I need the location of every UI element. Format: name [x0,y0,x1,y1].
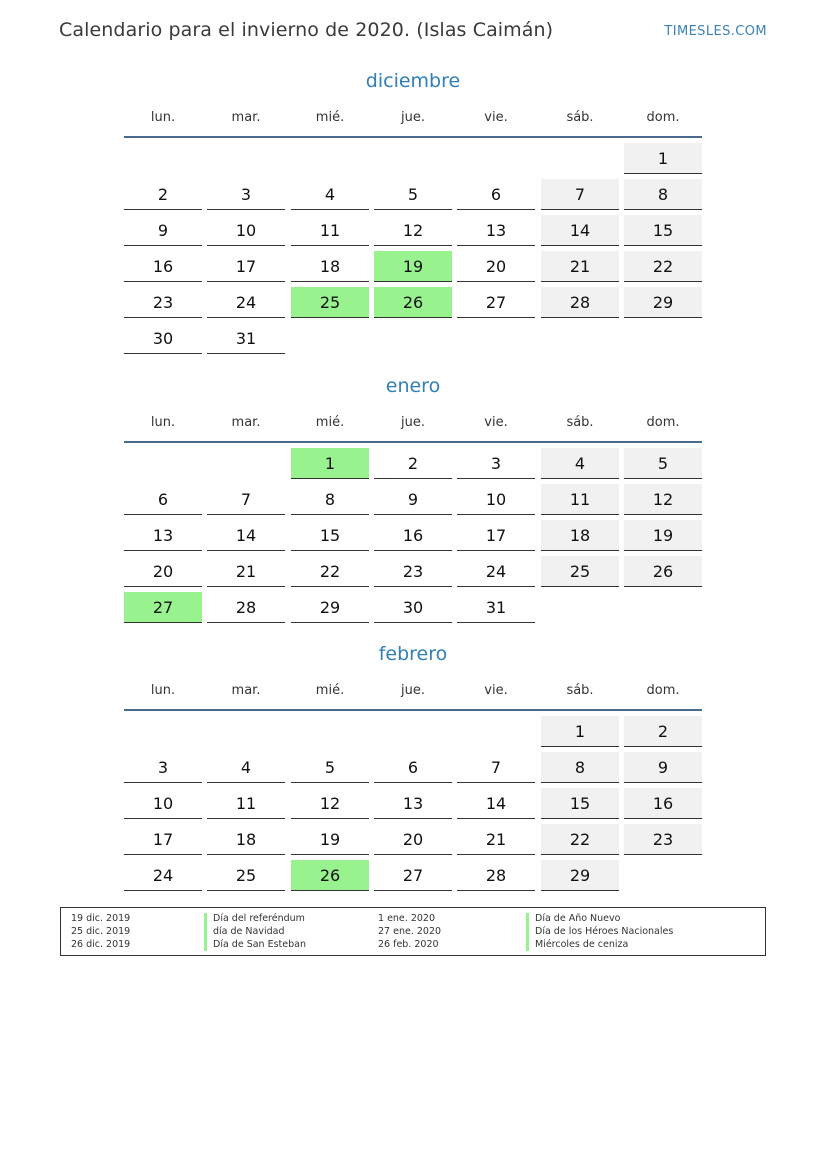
day-cell: 15 [541,788,619,819]
day-cell: 21 [541,251,619,282]
day-cell: 12 [624,484,702,515]
weekday-label: jue. [401,683,425,698]
weekday-header [124,683,702,703]
day-cell: 10 [457,484,535,515]
legend-right-dates [378,913,441,951]
day-cell: 9 [374,484,452,515]
legend-left-names [204,913,306,951]
day-cell: 26 [291,860,369,891]
day-cell: 17 [207,251,285,282]
day-cell: 26 [374,287,452,318]
day-cell: 30 [124,323,202,354]
day-cell: 28 [457,860,535,891]
legend-holiday-name: Día de los Héroes Nacionales [526,926,673,939]
day-cell: 20 [124,556,202,587]
day-cell: 7 [207,484,285,515]
weekday-label: mar. [231,683,261,698]
brand-link[interactable]: TIMESLES.COM [664,24,767,39]
day-cell: 22 [541,824,619,855]
day-cell: 1 [291,448,369,479]
day-cell: 8 [624,179,702,210]
day-cell: 13 [457,215,535,246]
weekday-label: lun. [150,110,176,125]
day-cell: 6 [124,484,202,515]
day-cell: 11 [207,788,285,819]
day-cell: 31 [207,323,285,354]
day-cell: 4 [291,179,369,210]
day-cell: 25 [291,287,369,318]
day-cell: 29 [541,860,619,891]
weekday-label: vie. [484,415,508,430]
day-cell: 3 [207,179,285,210]
day-cell: 11 [541,484,619,515]
legend-date: 25 dic. 2019 [71,925,131,937]
day-cell: 28 [541,287,619,318]
day-cell: 23 [374,556,452,587]
day-cell: 28 [207,592,285,623]
day-cell: 27 [374,860,452,891]
day-cell: 4 [207,752,285,783]
weekday-label: mar. [231,415,261,430]
day-cell: 2 [124,179,202,210]
weekday-header [124,110,702,130]
day-cell: 24 [457,556,535,587]
day-cell: 21 [207,556,285,587]
legend-holiday-name: Día de Año Nuevo [526,913,673,926]
day-cell: 8 [541,752,619,783]
weekday-header [124,415,702,435]
day-cell: 3 [457,448,535,479]
legend-right-names [526,913,673,951]
day-cell: 16 [124,251,202,282]
day-cell: 26 [624,556,702,587]
day-cell: 19 [291,824,369,855]
day-cell: 14 [457,788,535,819]
day-cell: 22 [291,556,369,587]
day-cell: 4 [541,448,619,479]
day-cell: 27 [124,592,202,623]
day-cell: 20 [374,824,452,855]
weekday-label: lun. [150,683,176,698]
weekday-label: lun. [150,415,176,430]
weekday-label: jue. [401,415,425,430]
legend-date: 27 ene. 2020 [378,925,442,937]
day-cell: 20 [457,251,535,282]
day-cell: 16 [374,520,452,551]
weekday-label: sáb. [566,415,594,430]
day-cell: 1 [541,716,619,747]
day-cell: 15 [291,520,369,551]
legend-left-dates [71,913,130,951]
weekday-label: sáb. [566,110,594,125]
day-cell: 17 [124,824,202,855]
legend-holiday-name: Día del referéndum [204,913,306,926]
day-cell: 7 [541,179,619,210]
page-title: Calendario para el invierno de 2020. (Islas Caimán) [59,19,554,41]
day-cell: 14 [541,215,619,246]
day-cell: 13 [124,520,202,551]
day-cell: 30 [374,592,452,623]
legend-holiday-name: Día de San Esteban [204,939,306,952]
day-cell: 6 [374,752,452,783]
day-cell: 25 [207,860,285,891]
day-cell: 3 [124,752,202,783]
day-cell: 12 [291,788,369,819]
day-cell: 5 [624,448,702,479]
legend-date: 26 feb. 2020 [378,938,439,950]
weekday-label: dom. [646,415,680,430]
day-cell: 31 [457,592,535,623]
day-cell: 7 [457,752,535,783]
day-cell: 23 [124,287,202,318]
legend-holiday-name: día de Navidad [204,926,306,939]
day-cell: 25 [541,556,619,587]
day-cell: 13 [374,788,452,819]
day-cell: 29 [624,287,702,318]
month-title: diciembre [365,70,461,92]
day-cell: 10 [207,215,285,246]
day-cell: 21 [457,824,535,855]
weekday-label: mié. [315,683,345,698]
weekday-label: mié. [315,110,345,125]
weekday-label: mié. [315,415,345,430]
day-cell: 24 [207,287,285,318]
day-cell: 2 [374,448,452,479]
day-cell: 24 [124,860,202,891]
weekday-label: mar. [231,110,261,125]
day-cell: 9 [124,215,202,246]
legend-date: 1 ene. 2020 [378,913,435,924]
month-title: febrero [378,643,448,665]
day-cell: 2 [624,716,702,747]
holiday-legend [60,907,766,956]
day-cell: 14 [207,520,285,551]
day-cell: 6 [457,179,535,210]
day-cell: 19 [374,251,452,282]
weekday-label: vie. [484,110,508,125]
day-cell: 15 [624,215,702,246]
legend-date: 26 dic. 2019 [71,938,131,950]
legend-date: 19 dic. 2019 [71,913,131,924]
day-cell: 18 [541,520,619,551]
day-cell: 17 [457,520,535,551]
day-cell: 12 [374,215,452,246]
day-cell: 10 [124,788,202,819]
day-cell: 23 [624,824,702,855]
weekday-label: vie. [484,683,508,698]
header-rule [124,441,702,443]
day-cell: 5 [374,179,452,210]
legend-holiday-name: Miércoles de ceniza [526,939,673,952]
day-cell: 29 [291,592,369,623]
weekday-label: sáb. [566,683,594,698]
day-cell: 19 [624,520,702,551]
day-cell: 9 [624,752,702,783]
day-cell: 18 [291,251,369,282]
weekday-label: jue. [401,110,425,125]
day-cell: 27 [457,287,535,318]
weekday-label: dom. [646,683,680,698]
day-cell: 5 [291,752,369,783]
day-cell: 16 [624,788,702,819]
header-rule [124,136,702,138]
weekday-label: dom. [646,110,680,125]
day-cell: 1 [624,143,702,174]
day-cell: 8 [291,484,369,515]
day-cell: 18 [207,824,285,855]
day-cell: 22 [624,251,702,282]
month-title: enero [385,375,441,397]
header-rule [124,709,702,711]
day-cell: 11 [291,215,369,246]
